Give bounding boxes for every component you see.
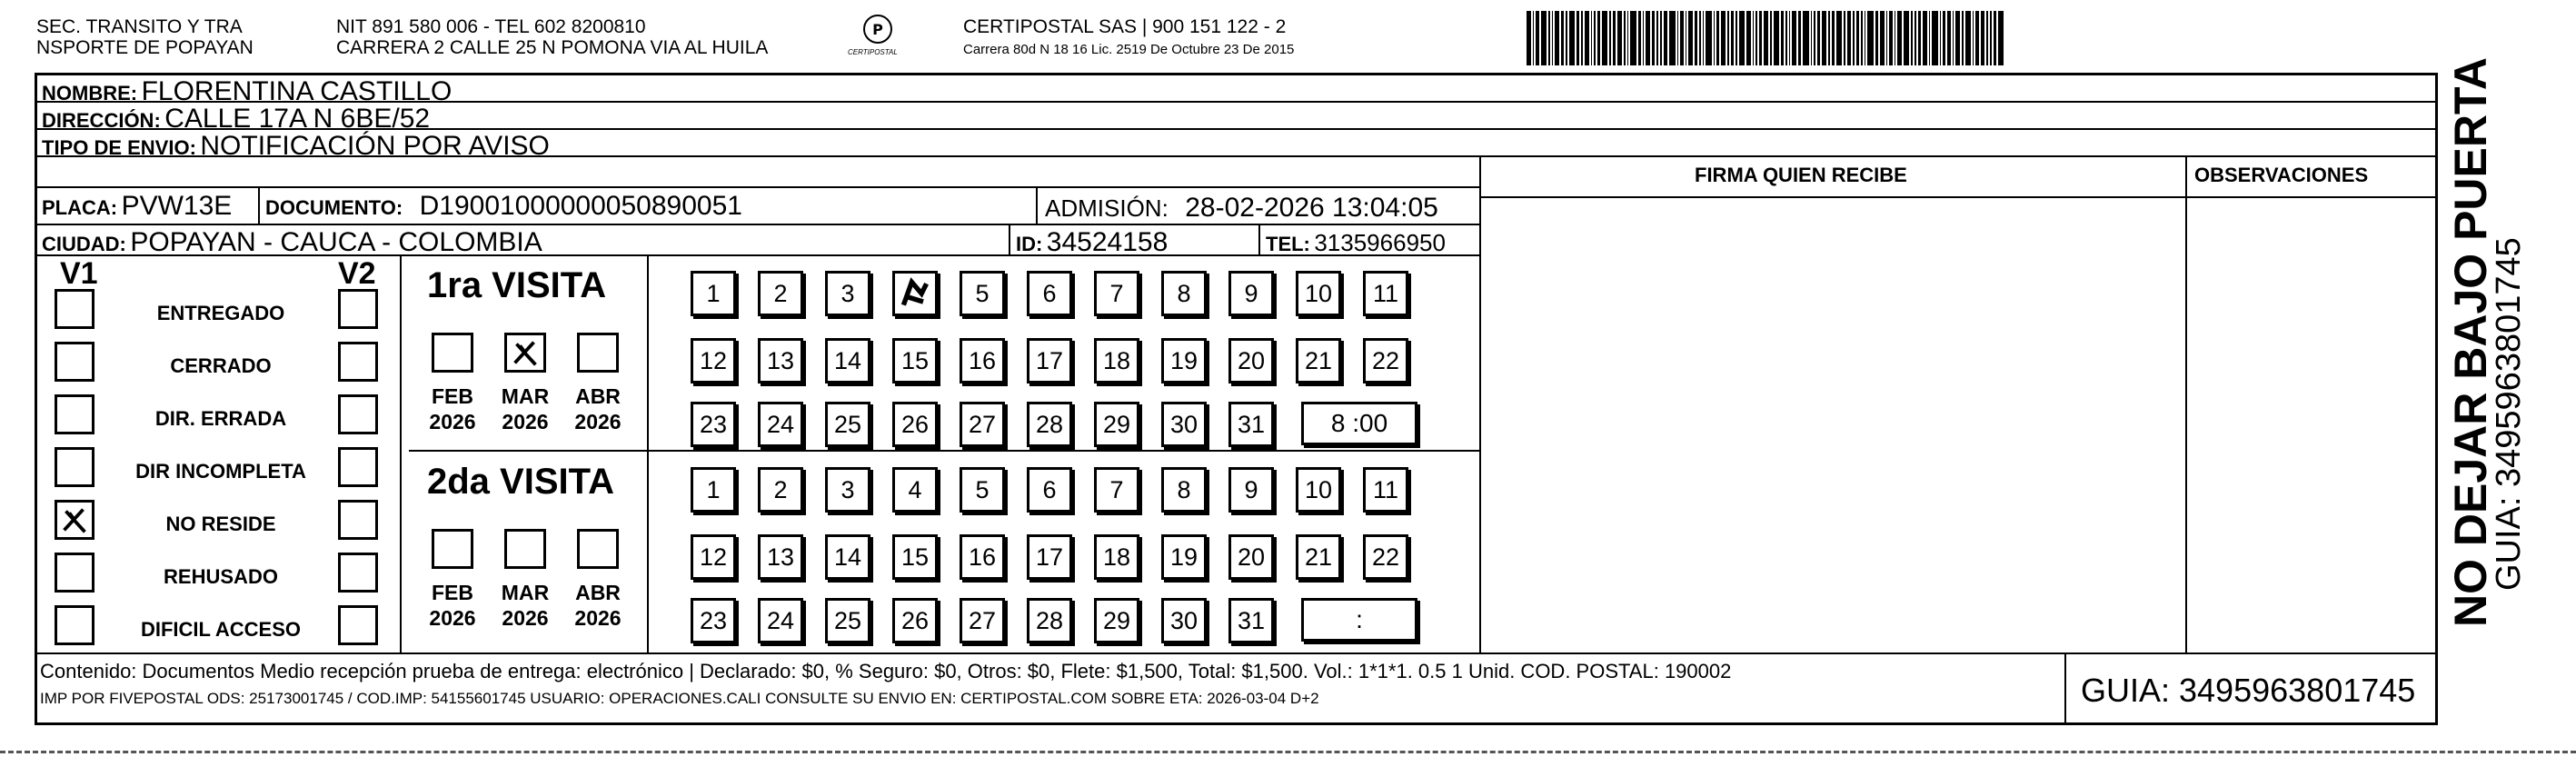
firma-label: FIRMA QUIEN RECIBE	[1695, 164, 1907, 186]
placa-value: PVW13E	[121, 191, 233, 221]
day-box[interactable]: 13	[758, 338, 803, 383]
day-box[interactable]: 23	[691, 402, 736, 447]
time-box[interactable]: :	[1301, 598, 1417, 642]
direccion-value: CALLE 17A N 6BE/52	[164, 104, 431, 134]
day-box[interactable]: 1	[691, 271, 736, 316]
day-box[interactable]: 22	[1363, 338, 1408, 383]
day-box[interactable]: 5	[960, 467, 1005, 513]
day-box[interactable]: 25	[825, 598, 870, 643]
day-box[interactable]: 18	[1094, 338, 1139, 383]
day-box[interactable]: 21	[1296, 338, 1341, 383]
visit-title: 2da VISITA	[427, 462, 614, 502]
day-box[interactable]: 15	[892, 534, 938, 580]
documento-label: DOCUMENTO:	[265, 196, 403, 219]
day-box[interactable]: 28	[1027, 598, 1072, 643]
day-box[interactable]: 19	[1161, 534, 1207, 580]
day-box[interactable]: 19	[1161, 338, 1207, 383]
day-box[interactable]	[892, 271, 938, 316]
status-label: ENTREGADO	[156, 302, 285, 324]
barcode	[1527, 11, 2272, 65]
side-guia: GUIA: 3495963801745	[2490, 237, 2528, 591]
day-box[interactable]: 8	[1161, 467, 1207, 513]
day-box[interactable]: 7	[1094, 271, 1139, 316]
status-label: NO RESIDE	[165, 513, 276, 535]
v1-checkbox[interactable]	[55, 289, 94, 329]
tipo-envio-value: NOTIFICACIÓN POR AVISO	[200, 131, 550, 161]
day-box[interactable]: 10	[1296, 467, 1341, 513]
day-box[interactable]: 17	[1027, 338, 1072, 383]
day-box[interactable]: 12	[691, 534, 736, 580]
day-box[interactable]: 26	[892, 402, 938, 447]
footer-imp-line: IMP POR FIVEPOSTAL ODS: 25173001745 / COD.IMP: 54155601745 USUARIO: OPERACIONES.CALI CONSULTE SU ENVIO EN: CERTIPOSTAL.COM SOBRE ETA: 2026-03-04 D+2	[40, 690, 1319, 707]
v1-checkbox[interactable]	[55, 500, 94, 540]
day-box[interactable]: 16	[960, 338, 1005, 383]
day-box[interactable]: 6	[1027, 271, 1072, 316]
logo-text: CERTIPOSTAL	[848, 48, 898, 56]
v2-checkbox[interactable]	[338, 342, 378, 382]
tel-label: TEL:	[1266, 233, 1310, 255]
month-label: ABR 2026	[574, 384, 622, 433]
day-box[interactable]: 25	[825, 402, 870, 447]
day-box[interactable]: 30	[1161, 402, 1207, 447]
status-label: CERRADO	[170, 354, 272, 377]
v2-checkbox[interactable]	[338, 605, 378, 645]
company-address-line: Carrera 80d N 18 16 Lic. 2519 De Octubre 23 De 2015	[963, 42, 1295, 57]
v2-header: V2	[338, 256, 376, 291]
day-box[interactable]: 14	[825, 338, 870, 383]
day-box[interactable]: 8	[1161, 271, 1207, 316]
day-box[interactable]: 5	[960, 271, 1005, 316]
month-label: ABR 2026	[574, 581, 622, 630]
svg-text:P: P	[872, 21, 883, 38]
day-box[interactable]: 28	[1027, 402, 1072, 447]
day-box[interactable]: 11	[1363, 271, 1408, 316]
nit-line: NIT 891 580 006 - TEL 602 8200810	[336, 16, 646, 37]
v1-checkbox[interactable]	[55, 605, 94, 645]
day-box[interactable]: 27	[960, 598, 1005, 643]
day-box[interactable]: 9	[1228, 467, 1274, 513]
day-box[interactable]: 13	[758, 534, 803, 580]
day-box[interactable]: 3	[825, 271, 870, 316]
day-box[interactable]: 16	[960, 534, 1005, 580]
day-box[interactable]: 30	[1161, 598, 1207, 643]
v1-checkbox[interactable]	[55, 342, 94, 382]
v1-checkbox[interactable]	[55, 447, 94, 487]
day-box[interactable]: 6	[1027, 467, 1072, 513]
time-box[interactable]: 8 :00	[1301, 402, 1417, 445]
sender-line-1: SEC. TRANSITO Y TRA	[36, 16, 243, 37]
v1-checkbox[interactable]	[55, 394, 94, 434]
month-checkbox[interactable]	[577, 333, 619, 373]
month-checkbox[interactable]	[504, 333, 546, 373]
day-box[interactable]: 2	[758, 271, 803, 316]
sender-line-2: NSPORTE DE POPAYAN	[36, 37, 254, 58]
day-box[interactable]: 18	[1094, 534, 1139, 580]
footer-guia: GUIA: 3495963801745	[2081, 672, 2416, 709]
day-box[interactable]: 27	[960, 402, 1005, 447]
day-box[interactable]: 4	[892, 467, 938, 513]
day-box[interactable]: 2	[758, 467, 803, 513]
day-box[interactable]: 11	[1363, 467, 1408, 513]
documento-value: D19001000000050890051	[419, 191, 742, 221]
id-label: ID:	[1016, 233, 1043, 255]
status-label: REHUSADO	[164, 565, 278, 588]
day-box[interactable]: 24	[758, 402, 803, 447]
day-box[interactable]: 26	[892, 598, 938, 643]
address-line: CARRERA 2 CALLE 25 N POMONA VIA AL HUILA	[336, 37, 769, 58]
placa-label: PLACA:	[42, 196, 118, 219]
day-box[interactable]: 17	[1027, 534, 1072, 580]
observaciones-label: OBSERVACIONES	[2194, 164, 2369, 186]
day-box[interactable]: 9	[1228, 271, 1274, 316]
day-box[interactable]: 1	[691, 467, 736, 513]
status-label: DIFICIL ACCESO	[140, 618, 301, 641]
footer-content-line: Contenido: Documentos Medio recepción prueba de entrega: electrónico | Declarado: $0, % Seguro: $0, Otros: $0, Flete: $1,500, Total: $1,500. Vol.: 1*1*1. 0.5 1 Unid. COD. POSTAL: 190002	[40, 660, 1732, 682]
v2-checkbox[interactable]	[338, 553, 378, 593]
v1-header: V1	[60, 256, 98, 291]
day-box[interactable]: 3	[825, 467, 870, 513]
ciudad-value: POPAYAN - CAUCA - COLOMBIA	[130, 227, 542, 257]
day-box[interactable]: 15	[892, 338, 938, 383]
tipo-envio-label: TIPO DE ENVIO:	[42, 136, 196, 159]
id-value: 34524158	[1046, 227, 1169, 257]
day-box[interactable]: 31	[1228, 598, 1274, 643]
visit-title: 1ra VISITA	[427, 265, 607, 305]
day-box[interactable]: 24	[758, 598, 803, 643]
status-label: DIR INCOMPLETA	[135, 460, 306, 483]
month-checkbox[interactable]	[432, 529, 473, 569]
ciudad-label: CIUDAD:	[42, 233, 126, 255]
month-label: FEB 2026	[429, 384, 476, 433]
v2-checkbox[interactable]	[338, 289, 378, 329]
day-box[interactable]: 29	[1094, 598, 1139, 643]
v2-checkbox[interactable]	[338, 394, 378, 434]
day-box[interactable]: 20	[1228, 338, 1274, 383]
month-checkbox[interactable]	[577, 529, 619, 569]
month-label: MAR 2026	[501, 384, 550, 433]
v2-checkbox[interactable]	[338, 500, 378, 540]
day-box[interactable]: 31	[1228, 402, 1274, 447]
direccion-label: DIRECCIÓN:	[42, 109, 161, 132]
month-label: MAR 2026	[501, 581, 550, 630]
admision-value: 28-02-2026 13:04:05	[1185, 193, 1438, 223]
v1-checkbox[interactable]	[55, 553, 94, 593]
day-box[interactable]: 22	[1363, 534, 1408, 580]
company-line: CERTIPOSTAL SAS | 900 151 122 - 2	[963, 16, 1287, 37]
day-box[interactable]: 12	[691, 338, 736, 383]
status-label: DIR. ERRADA	[154, 407, 287, 430]
day-box[interactable]: 7	[1094, 467, 1139, 513]
month-checkbox[interactable]	[432, 333, 473, 373]
certipostal-logo-icon	[861, 13, 894, 45]
day-box[interactable]: 29	[1094, 402, 1139, 447]
day-box[interactable]: 20	[1228, 534, 1274, 580]
day-box[interactable]: 10	[1296, 271, 1341, 316]
no-dejar-bajo-puerta: NO DEJAR BAJO PUERTA	[2445, 57, 2496, 627]
day-box[interactable]: 23	[691, 598, 736, 643]
nombre-label: NOMBRE:	[42, 82, 138, 105]
day-box[interactable]: 14	[825, 534, 870, 580]
month-label: FEB 2026	[429, 581, 476, 630]
v2-checkbox[interactable]	[338, 447, 378, 487]
cut-line	[0, 751, 2576, 753]
month-checkbox[interactable]	[504, 529, 546, 569]
day-box[interactable]: 21	[1296, 534, 1341, 580]
tel-value: 3135966950	[1314, 229, 1446, 256]
nombre-value: FLORENTINA CASTILLO	[141, 76, 453, 106]
admision-label: ADMISIÓN:	[1045, 194, 1169, 222]
